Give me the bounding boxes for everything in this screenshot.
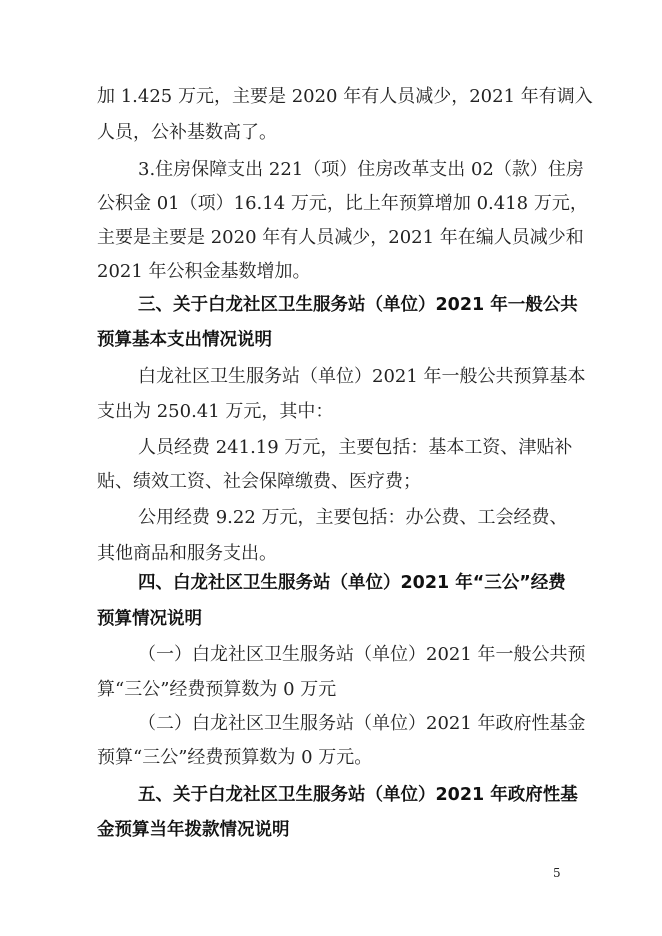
body-text-line: （一）白龙社区卫生服务站（单位）2021 年一般公共预 <box>138 644 586 665</box>
body-text-line: 人员经费 241.19 万元，主要包括：基本工资、津贴补 <box>138 437 573 458</box>
section-heading: 四、白龙社区卫生服务站（单位）2021 年“三公”经费 <box>138 573 566 593</box>
body-text-line: 其他商品和服务支出。 <box>97 543 277 564</box>
body-text-line: 预算“三公”经费预算数为 0 万元。 <box>97 747 373 768</box>
body-text-line: 公用经费 9.22 万元，主要包括：办公费、工会经费、 <box>138 507 568 528</box>
body-text-line: （二）白龙社区卫生服务站（单位）2021 年政府性基金 <box>138 713 586 734</box>
section-heading: 五、关于白龙社区卫生服务站（单位）2021 年政府性基 <box>138 785 578 805</box>
body-text-line: 算“三公”经费预算数为 0 万元 <box>97 679 337 700</box>
body-text-line: 人员，公补基数高了。 <box>97 122 277 143</box>
section-heading: 三、关于白龙社区卫生服务站（单位）2021 年一般公共 <box>138 295 578 315</box>
body-text-line: 主要是主要是 2020 年有人员减少，2021 年在编人员减少和 <box>97 227 584 248</box>
body-text-line: 贴、绩效工资、社会保障缴费、医疗费； <box>97 471 421 492</box>
body-text-line: 加 1.425 万元，主要是 2020 年有人员减少，2021 年有调入 <box>97 86 593 107</box>
body-text-line: 公积金 01（项）16.14 万元，比上年预算增加 0.418 万元， <box>97 193 588 214</box>
body-text-line: 2021 年公积金基数增加。 <box>97 261 311 282</box>
section-heading: 预算基本支出情况说明 <box>97 330 272 350</box>
page-number: 5 <box>553 866 561 880</box>
section-heading: 金预算当年拨款情况说明 <box>97 820 290 840</box>
section-heading: 预算情况说明 <box>97 609 202 629</box>
body-text-line: 3.住房保障支出 221（项）住房改革支出 02（款）住房 <box>138 159 584 180</box>
body-text-line: 支出为 250.41 万元，其中： <box>97 401 334 422</box>
body-text-line: 白龙社区卫生服务站（单位）2021 年一般公共预算基本 <box>138 366 586 387</box>
